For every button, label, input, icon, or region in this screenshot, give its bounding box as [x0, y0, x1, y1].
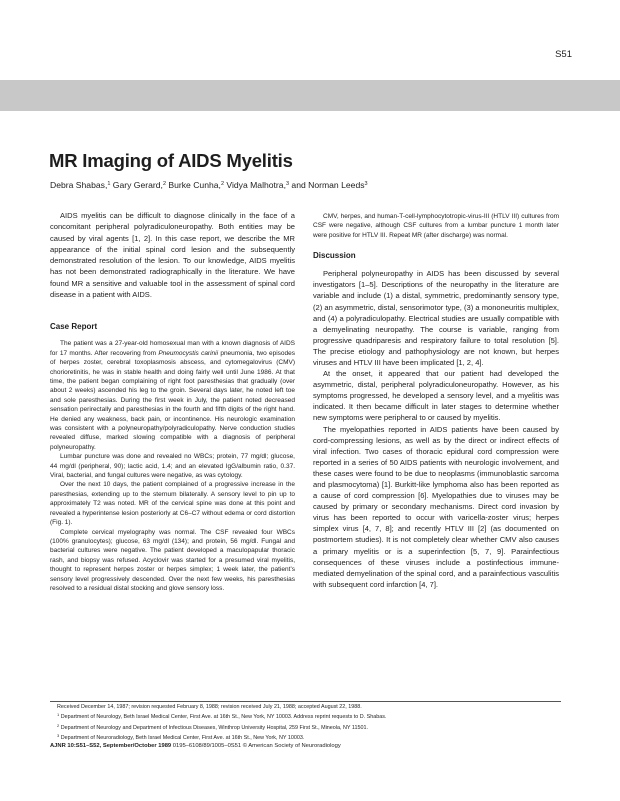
header-band: [0, 80, 620, 111]
left-column: [50, 208, 295, 593]
journal-citation: [50, 743, 341, 749]
page-number: S51: [555, 49, 572, 60]
author-name: Burke Cunha,: [168, 180, 221, 190]
author-line: [50, 180, 368, 190]
footnote-divider: [50, 701, 561, 702]
author-affiliation-mark: 3: [285, 181, 290, 187]
article-title: MR Imaging of AIDS Myelitis: [49, 150, 293, 171]
discussion-heading: Discussion: [313, 251, 356, 261]
author-affiliation-mark: 2: [220, 181, 225, 187]
discussion-paragraph: Peripheral polyneuropathy in AIDS has been discussed by several investigators [1–5]. Descriptions of the neuropathy in the literature are variable and include (1) a distal, symmetric, predominantly sensory type, (2) an asymmetric, distal, sensorimotor type, (3) a mononeuritis multiplex, and (4) a polyradiculopathy. Electrical studies are usually compatible with a demyelinating neuropathy. The course is variable, ranging from progressive quadriparesis and respiratory failure to total resolution [5]. The precise etiology and pathophysiology are not known, but herpes viruses and HTLV III have been implicated [1, 2, 4].: [313, 269, 559, 367]
case-report-paragraph: Over the next 10 days, the patient complained of a progressive increase in the paresthesias, extending up to the sternum bilaterally. A sensory level to pin up to approximately T2 was noted. MR of the cervical spine was done at this point and revealed a hyperintense lesion posteriorly at C6–C7 without edema or cord distortion (Fig. 1).: [50, 481, 295, 527]
case-report-paragraph: Lumbar puncture was done and revealed no WBCs; protein, 77 mg/dl; glucose, 44 mg/dl (peripheral, 90); lactic acid, 1.4; and an elevated IgG/albumin ratio, 0.37. Viral, bacterial, and fungal cultures were negative, as was cytology.: [50, 453, 295, 480]
affiliation-footnote: $^3$ Department of Neuroradiology, Beth Israel Medical Center, First Ave. at 16th St., New York, NY 10003.: [57, 732, 305, 741]
footnotes: [57, 704, 562, 742]
author-affiliation-mark: 1: [107, 181, 111, 187]
case-report-paragraph: The patient was a 27-year-old homosexual man with a known diagnosis of AIDS for 17 months. After recovering from Pneumocystis carinii pneumonia, two episodes of herpes zoster, cerebral toxoplasmosis abscess, and cytomegalovirus (CMV) chorioretinitis, he was in stable health and doing fairly well until June 1986. At that time, the patient began complaining of right foot paresthesias that gradually (over about 2 weeks) ascended his leg to the groin. Several days later, he noted left toe and sole paresthesias. During the first week in July, the patient noted decreased sensation perirectally and paresthesias in the fourth and fifth digits of the right hand. He denied any weakness, back pain, or incontinence. His neurologic examination was consistent with a polyneuropathy/polyradiculopathy. Nerve conduction studies revealed diffuse, marked slowing compatible with a diagnosis of peripheral polyneuropathy.: [50, 340, 295, 451]
case-report-heading: Case Report: [50, 322, 98, 332]
case-report-paragraph: CMV, herpes, and human-T-cell-lymphocytotropic-virus-III (HTLV III) cultures from CSF were negative, although CSF cultures from a lumbar puncture 1 month later were positive for HTLV III. Repeat MR (after discharge) was normal.: [313, 213, 559, 239]
discussion-paragraph: The myelopathies reported in AIDS patients have been caused by cord-compressing lesions, as well as by the direct or indirect effects of viral infection. Two cases of thoracic epidural cord compression were reported in a series of 50 AIDS patients with neurologic involvement, and these cases were found to be due to neoplasms (immunoblastic sarcoma and plasmocytoma) [1]. Burkitt-like lymphoma also has been reported as a cause of cord compression [6]. Myelopathies due to viruses may be caused by primary or secondary mechanisms. Direct cord invasion by virus has been reported to occur with varicella-zoster virus; herpes simplex virus [4, 7, 8]; and recently HTLV III [2] (as documented on postmortem studies). It is not completely clear whether CMV also causes a primary myelitis or is a superinfection [5, 7, 9]. Parainfectious consequences of these viruses include a postinfectious immune-mediated demyelination of the spinal cord, and a parainfectious vasculitis with subsequent cord infarction [4, 7].: [313, 424, 559, 589]
organism-name: Pneumocystis carinii: [158, 349, 219, 357]
discussion-body: [313, 268, 559, 590]
journal-citation-rest: 0195–6108/89/1005–0S51 © American Society of Neuroradiology: [171, 743, 341, 749]
abstract-paragraph: AIDS myelitis can be difficult to diagnose clinically in the face of a concomitant peripheral polyradiculoneuropathy. Both entities may be caused by viral agents [1, 2]. In this case report, we describe the MR appearance of the initial spinal cord lesion and the subsequently demonstrated resolution of the lesion. To our knowledge, AIDS myelitis has not been demonstrated radiographically in the literature. We have found MR a sensitive and valuable tool in the assessment of spinal cord disease in a patient with AIDS.: [50, 211, 295, 300]
case-report-continued: [313, 212, 559, 240]
case-report-body: [50, 339, 295, 593]
author-affiliation-mark: 2: [162, 181, 166, 187]
author-affiliation-mark: 3: [364, 181, 368, 187]
author-name: and Norman Leeds: [291, 180, 365, 190]
right-column: [313, 208, 559, 590]
affiliation-footnote: $^2$ Department of Neurology and Department of Infectious Diseases, Winthrop University Hospital, 259 First St., Mineola, NY 11501.: [57, 722, 368, 731]
author-name: Vidya Malhotra,: [226, 180, 286, 190]
abstract: [50, 210, 295, 300]
author-name: Gary Gerard,: [112, 180, 163, 190]
received-dates: Received December 14, 1987; revision requested February 8, 1988; revision received July 21, 1988; accepted August 22, 1988.: [57, 704, 362, 710]
author-name: Debra Shabas,: [50, 180, 108, 190]
affiliation-footnote: $^1$ Department of Neurology, Beth Israel Medical Center, First Ave. at 16th St., New York, NY 10003. Address reprint requests to D. Shabas.: [57, 712, 387, 721]
case-report-paragraph: Complete cervical myelography was normal. The CSF revealed four WBCs (100% granulocytes); glucose, 63 mg/dl (134); and protein, 56 mg/dl. Fungal and bacterial cultures were negative. The patient developed a maculopapular thoracic rash, and biopsy was refused. Acyclovir was started for a presumed viral myelitis, thought to represent herpes zoster or herpes simplex; 1 week later, the patient’s sensory level progressively descended. Over the next few weeks, his paresthesias resolved to a residual distal stocking and glove sensory loss.: [50, 528, 295, 592]
discussion-paragraph: At the onset, it appeared that our patient had developed the asymmetric, distal, peripheral polyradiculoneuropathy. However, as his symptoms progressed, he developed a sensory level, and a myelitis was indicated. It then became difficult in later stages to determine whether new symptoms were peripheral to or caused by myelitis.: [313, 369, 559, 423]
journal-citation-bold: AJNR 10:S51–S52, September/October 1989: [50, 743, 172, 749]
